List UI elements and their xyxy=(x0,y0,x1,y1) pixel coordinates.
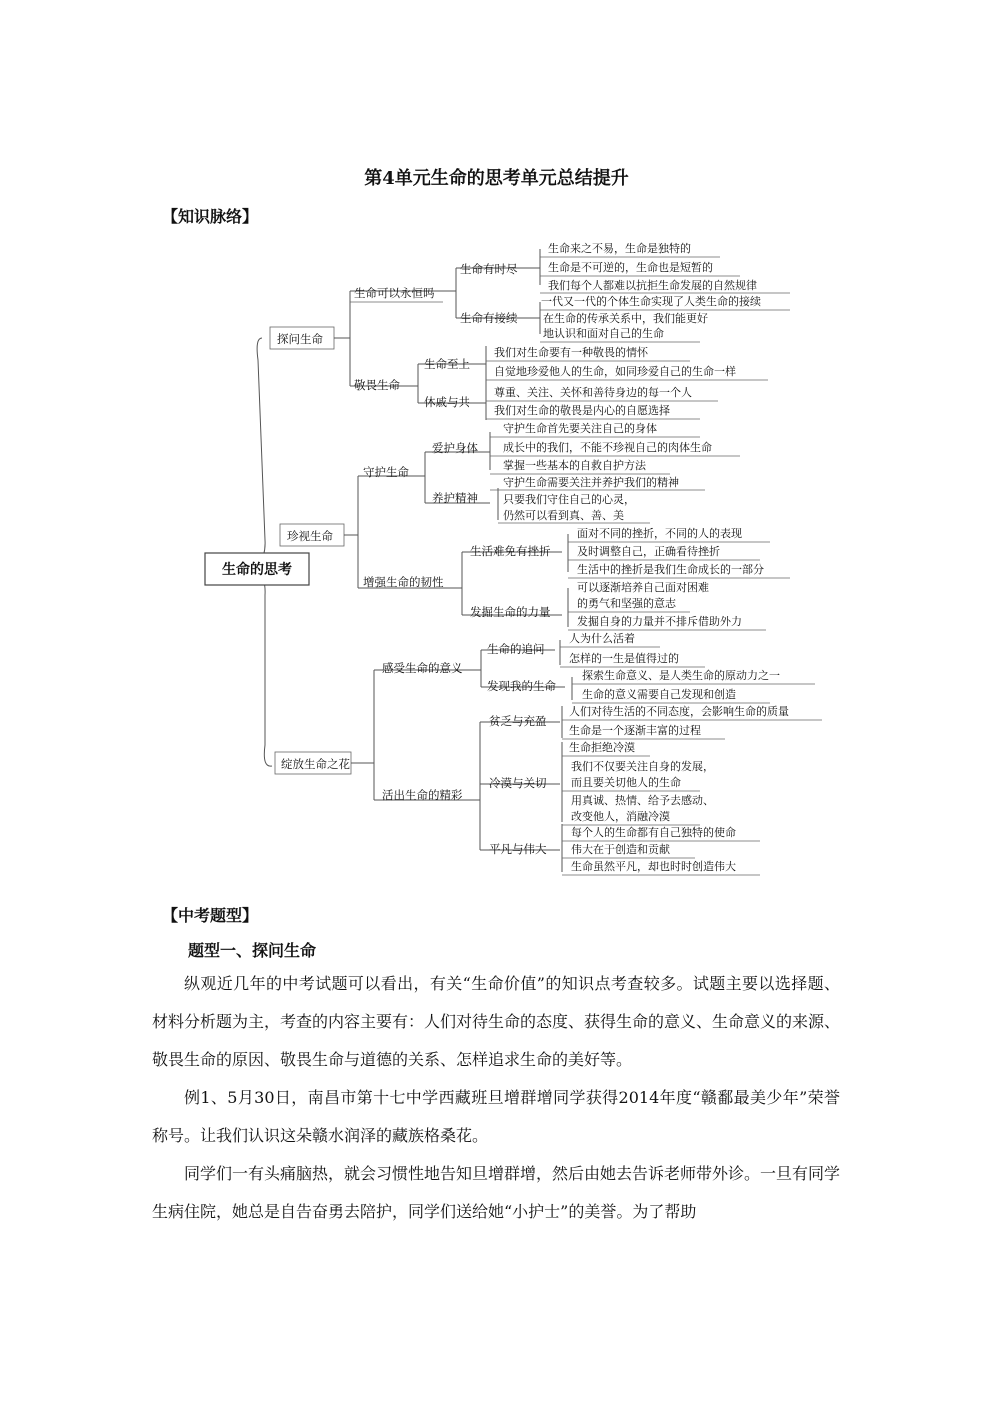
type1-heading: 题型一、探问生命 xyxy=(188,941,317,960)
b2-s2-t1-item: 生活中的挫折是我们生命成长的一部分 xyxy=(577,563,764,576)
b1-s2-t2: 休戚与共 xyxy=(424,395,470,409)
b3-s2-t3-item: 生命虽然平凡，却也时时创造伟大 xyxy=(571,860,736,873)
b1-s2-t1: 生命至上 xyxy=(424,357,470,371)
b3-s1-t1-item: 人为什么活着 xyxy=(569,632,635,645)
b1-sub1: 生命可以永恒吗 xyxy=(354,286,435,300)
branch-3-label: 绽放生命之花 xyxy=(281,757,350,771)
b2-s2-t1-item: 面对不同的挫折，不同的人的表现 xyxy=(577,527,742,540)
b3-s2-t2: 冷漠与关切 xyxy=(489,776,547,790)
section-exam-heading: 【中考题型】 xyxy=(162,906,259,925)
b1-s2-t1-item: 我们对生命要有一种敬畏的情怀 xyxy=(494,346,648,359)
b1-s1-t2-item: 在生命的传承关系中，我们能更好 xyxy=(543,312,708,325)
b2-s1-t1-item: 守护生命首先要关注自己的身体 xyxy=(503,422,657,435)
b3-sub1: 感受生命的意义 xyxy=(382,661,463,675)
b2-s2-t2-item: 发掘自身的力量并不排斥借助外力 xyxy=(577,615,742,628)
b2-s2-t2-item: 可以逐渐培养自己面对困难 xyxy=(577,581,709,594)
b1-s1-t2-item: 地认识和面对自己的生命 xyxy=(543,327,664,340)
b2-s1-t2: 养护精神 xyxy=(432,491,478,505)
b2-s1-t1: 爱护身体 xyxy=(432,441,478,455)
b2-sub2: 增强生命的韧性 xyxy=(363,575,444,589)
section-knowledge-heading: 【知识脉络】 xyxy=(162,207,259,226)
b2-sub1: 守护生命 xyxy=(363,465,409,479)
page-title: 第4单元生命的思考单元总结提升 xyxy=(364,168,629,189)
b3-s2-t3-item: 每个人的生命都有自己独特的使命 xyxy=(571,826,736,839)
b1-s2-t2-item: 尊重、关注、关怀和善待身边的每一个人 xyxy=(494,386,692,399)
b2-s1-t2-item: 只要我们守住自己的心灵， xyxy=(503,493,635,506)
root-node: 生命的思考 xyxy=(222,562,292,578)
b3-s2-t2-item: 而且要关切他人的生命 xyxy=(571,776,681,789)
b1-s1-t1-item: 我们每个人都难以抗拒生命发展的自然规律 xyxy=(548,279,757,292)
b1-s2-t1-item: 自觉地珍爱他人的生命，如同珍爱自己的生命一样 xyxy=(494,365,736,378)
b2-s2-t2-item: 的勇气和坚强的意志 xyxy=(577,597,676,610)
b1-sub2: 敬畏生命 xyxy=(354,378,400,392)
b2-s1-t2-item: 仍然可以看到真、善、美 xyxy=(503,509,624,522)
branch-1-label: 探问生命 xyxy=(277,332,323,346)
branch-2-label: 珍视生命 xyxy=(287,529,333,543)
b3-sub2: 活出生命的精彩 xyxy=(382,788,463,802)
b3-s2-t1-item: 人们对待生活的不同态度，会影响生命的质量 xyxy=(569,705,789,718)
type1-paragraph-2: 例1、5月30日，南昌市第十七中学西藏班旦增群增同学获得2014年度“赣鄱最美少年”荣誉称号。让我们认识这朵赣水润泽的藏族格桑花。 xyxy=(152,1088,840,1145)
b2-s2-t2: 发掘生命的力量 xyxy=(470,605,551,619)
b2-s2-t1: 生活难免有挫折 xyxy=(470,544,551,558)
b1-s2-t2-item: 我们对生命的敬畏是内心的自愿选择 xyxy=(494,404,670,417)
b3-s1-t2-item: 探索生命意义、是人类生命的原动力之一 xyxy=(582,669,780,682)
b3-s2-t3-item: 伟大在于创造和贡献 xyxy=(571,843,670,856)
b2-s2-t1-item: 及时调整自己，正确看待挫折 xyxy=(577,545,720,558)
b3-s2-t1: 贫乏与充盈 xyxy=(489,714,547,728)
type1-body xyxy=(152,965,840,1231)
b2-s1-t2-item: 守护生命需要关注并养护我们的精神 xyxy=(503,476,679,489)
b2-s1-t1-item: 掌握一些基本的自救自护方法 xyxy=(503,459,646,472)
b1-s1-t1-item: 生命是不可逆的，生命也是短暂的 xyxy=(548,261,713,274)
b3-s1-t1: 生命的追问 xyxy=(487,642,545,656)
b1-s1-t1: 生命有时尽 xyxy=(460,262,518,276)
type1-paragraph-1: 纵观近几年的中考试题可以看出，有关“生命价值”的知识点考查较多。试题主要以选择题、材料分析题为主，考查的内容主要有：人们对待生命的态度、获得生命的意义、生命意义的来源、敬畏生命的原因、敬畏生命与道德的关系、怎样追求生命的美好等。 xyxy=(152,974,841,1069)
b3-s1-t2: 发现我的生命 xyxy=(487,679,556,693)
b3-s2-t2-item: 改变他人，消融冷漠 xyxy=(571,810,670,823)
b2-s1-t1-item: 成长中的我们，不能不珍视自己的肉体生命 xyxy=(503,441,712,454)
b3-s1-t2-item: 生命的意义需要自己发现和创造 xyxy=(582,688,736,701)
b3-s1-t1-item: 怎样的一生是值得过的 xyxy=(569,652,679,665)
b3-s2-t1-item: 生命是一个逐渐丰富的过程 xyxy=(569,724,701,737)
b1-s1-t2: 生命有接续 xyxy=(460,311,518,325)
b3-s2-t2-item: 我们不仅要关注自身的发展， xyxy=(571,760,714,773)
b3-s2-t3: 平凡与伟大 xyxy=(489,842,547,856)
b1-s1-t1-item: 生命来之不易，生命是独特的 xyxy=(548,242,691,255)
b3-s2-t2-item: 生命拒绝冷漠 xyxy=(569,741,635,754)
b3-s2-t2-item: 用真诚、热情、给予去感动、 xyxy=(571,794,714,807)
b1-s1-t2-item: 一代又一代的个体生命实现了人类生命的接续 xyxy=(541,295,761,308)
type1-paragraph-3: 同学们一有头痛脑热，就会习惯性地告知旦增群增，然后由她去告诉老师带外诊。一旦有同学生病住院，她总是自告奋勇去陪护，同学们送给她“小护士”的美誉。为了帮助 xyxy=(152,1164,841,1221)
